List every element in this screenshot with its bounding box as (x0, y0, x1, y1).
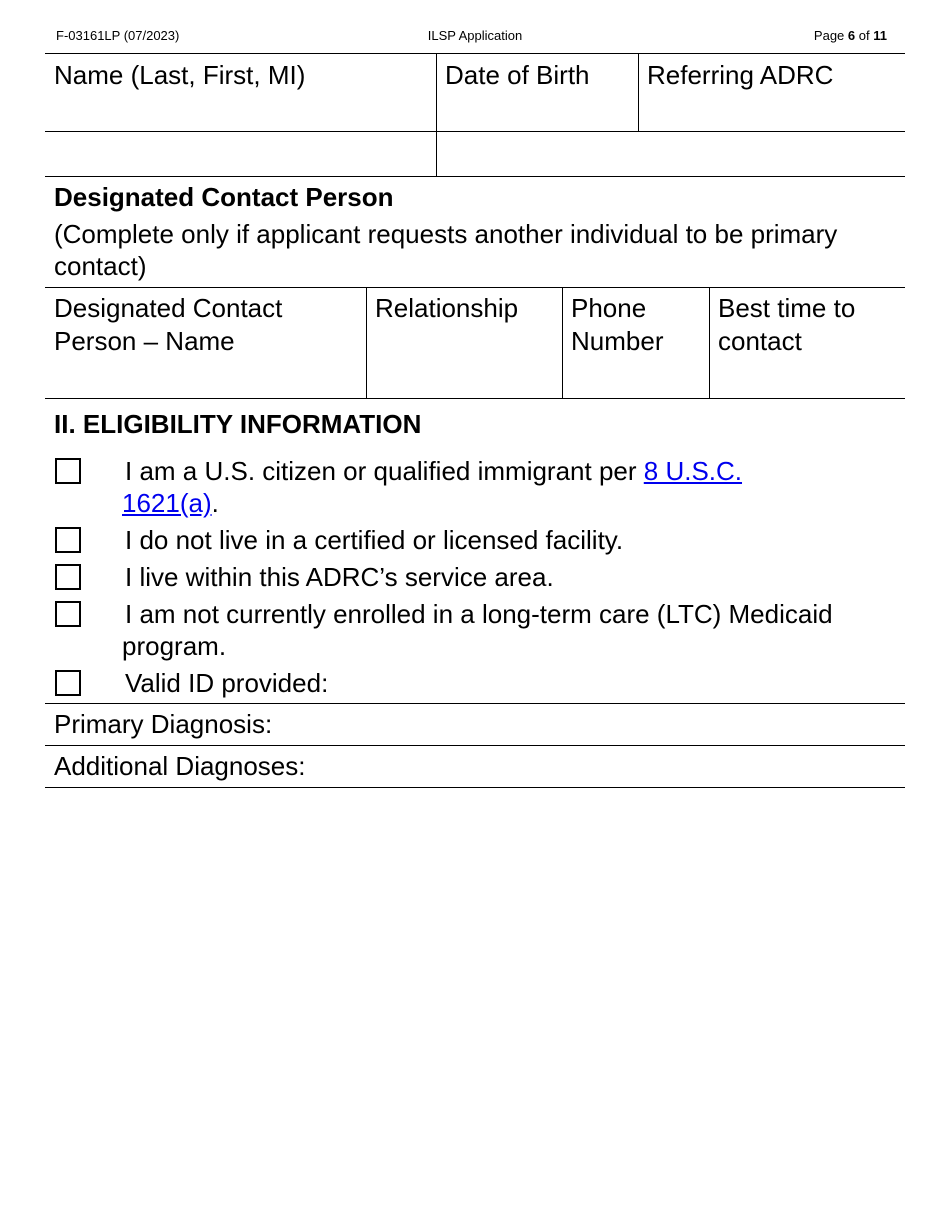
eligibility-heading: II. ELIGIBILITY INFORMATION (54, 409, 422, 439)
name-label: Name (Last, First, MI) (54, 60, 306, 90)
contact-instruction: (Complete only if applicant requests another individual to be primary contact) (54, 219, 838, 281)
page-number (814, 28, 887, 43)
field-divider (45, 703, 905, 704)
citizen-checkbox[interactable] (55, 458, 81, 484)
citizen-label: I am a U.S. citizen or qualified immigrant per (125, 456, 644, 486)
table-border-top (45, 53, 905, 54)
contact-name-column: Designated Contact Person – Name (54, 293, 283, 356)
page-total: 11 (873, 28, 887, 43)
service-area-checkbox[interactable] (55, 564, 81, 590)
page-current: 6 (847, 28, 856, 43)
table-divider (562, 287, 563, 398)
ltc-medicaid-label: I am not currently enrolled in a long-term care (LTC) Medicaid program. (122, 599, 833, 661)
table-border (45, 287, 905, 288)
contact-heading: Designated Contact Person (54, 182, 394, 212)
table-divider (709, 287, 710, 398)
facility-label: I do not live in a certified or licensed facility. (125, 525, 624, 555)
page-label: Page (813, 28, 845, 43)
phone-number-column: Phone Number (571, 293, 664, 356)
table-border (45, 398, 905, 399)
facility-checkbox[interactable] (55, 527, 81, 553)
dob-adrc-input[interactable] (437, 132, 904, 176)
valid-id-label: Valid ID provided: (125, 668, 329, 698)
table-divider (366, 287, 367, 398)
citizen-suffix: . (211, 488, 219, 518)
ltc-medicaid-checkbox[interactable] (55, 601, 81, 627)
service-area-label: I live within this ADRC’s service area. (125, 562, 554, 592)
additional-diagnoses-label: Additional Diagnoses: (54, 751, 306, 781)
form-title: ILSP Application (427, 28, 523, 43)
table-divider (638, 53, 639, 131)
form-id: F-03161LP (07/2023) (56, 28, 180, 43)
referring-adrc-label: Referring ADRC (647, 60, 834, 90)
usc-link[interactable]: 8 U.S.C. 1621(a) (122, 456, 743, 518)
primary-diagnosis-label: Primary Diagnosis: (54, 709, 273, 739)
table-border (45, 176, 905, 177)
field-divider (45, 787, 905, 788)
relationship-column: Relationship (375, 293, 519, 323)
page-of: of (858, 28, 870, 43)
name-input[interactable] (46, 132, 436, 176)
valid-id-checkbox[interactable] (55, 670, 81, 696)
citizen-text (122, 455, 822, 519)
field-divider (45, 745, 905, 746)
dob-label: Date of Birth (445, 60, 590, 90)
best-time-column: Best time to contact (718, 293, 856, 356)
